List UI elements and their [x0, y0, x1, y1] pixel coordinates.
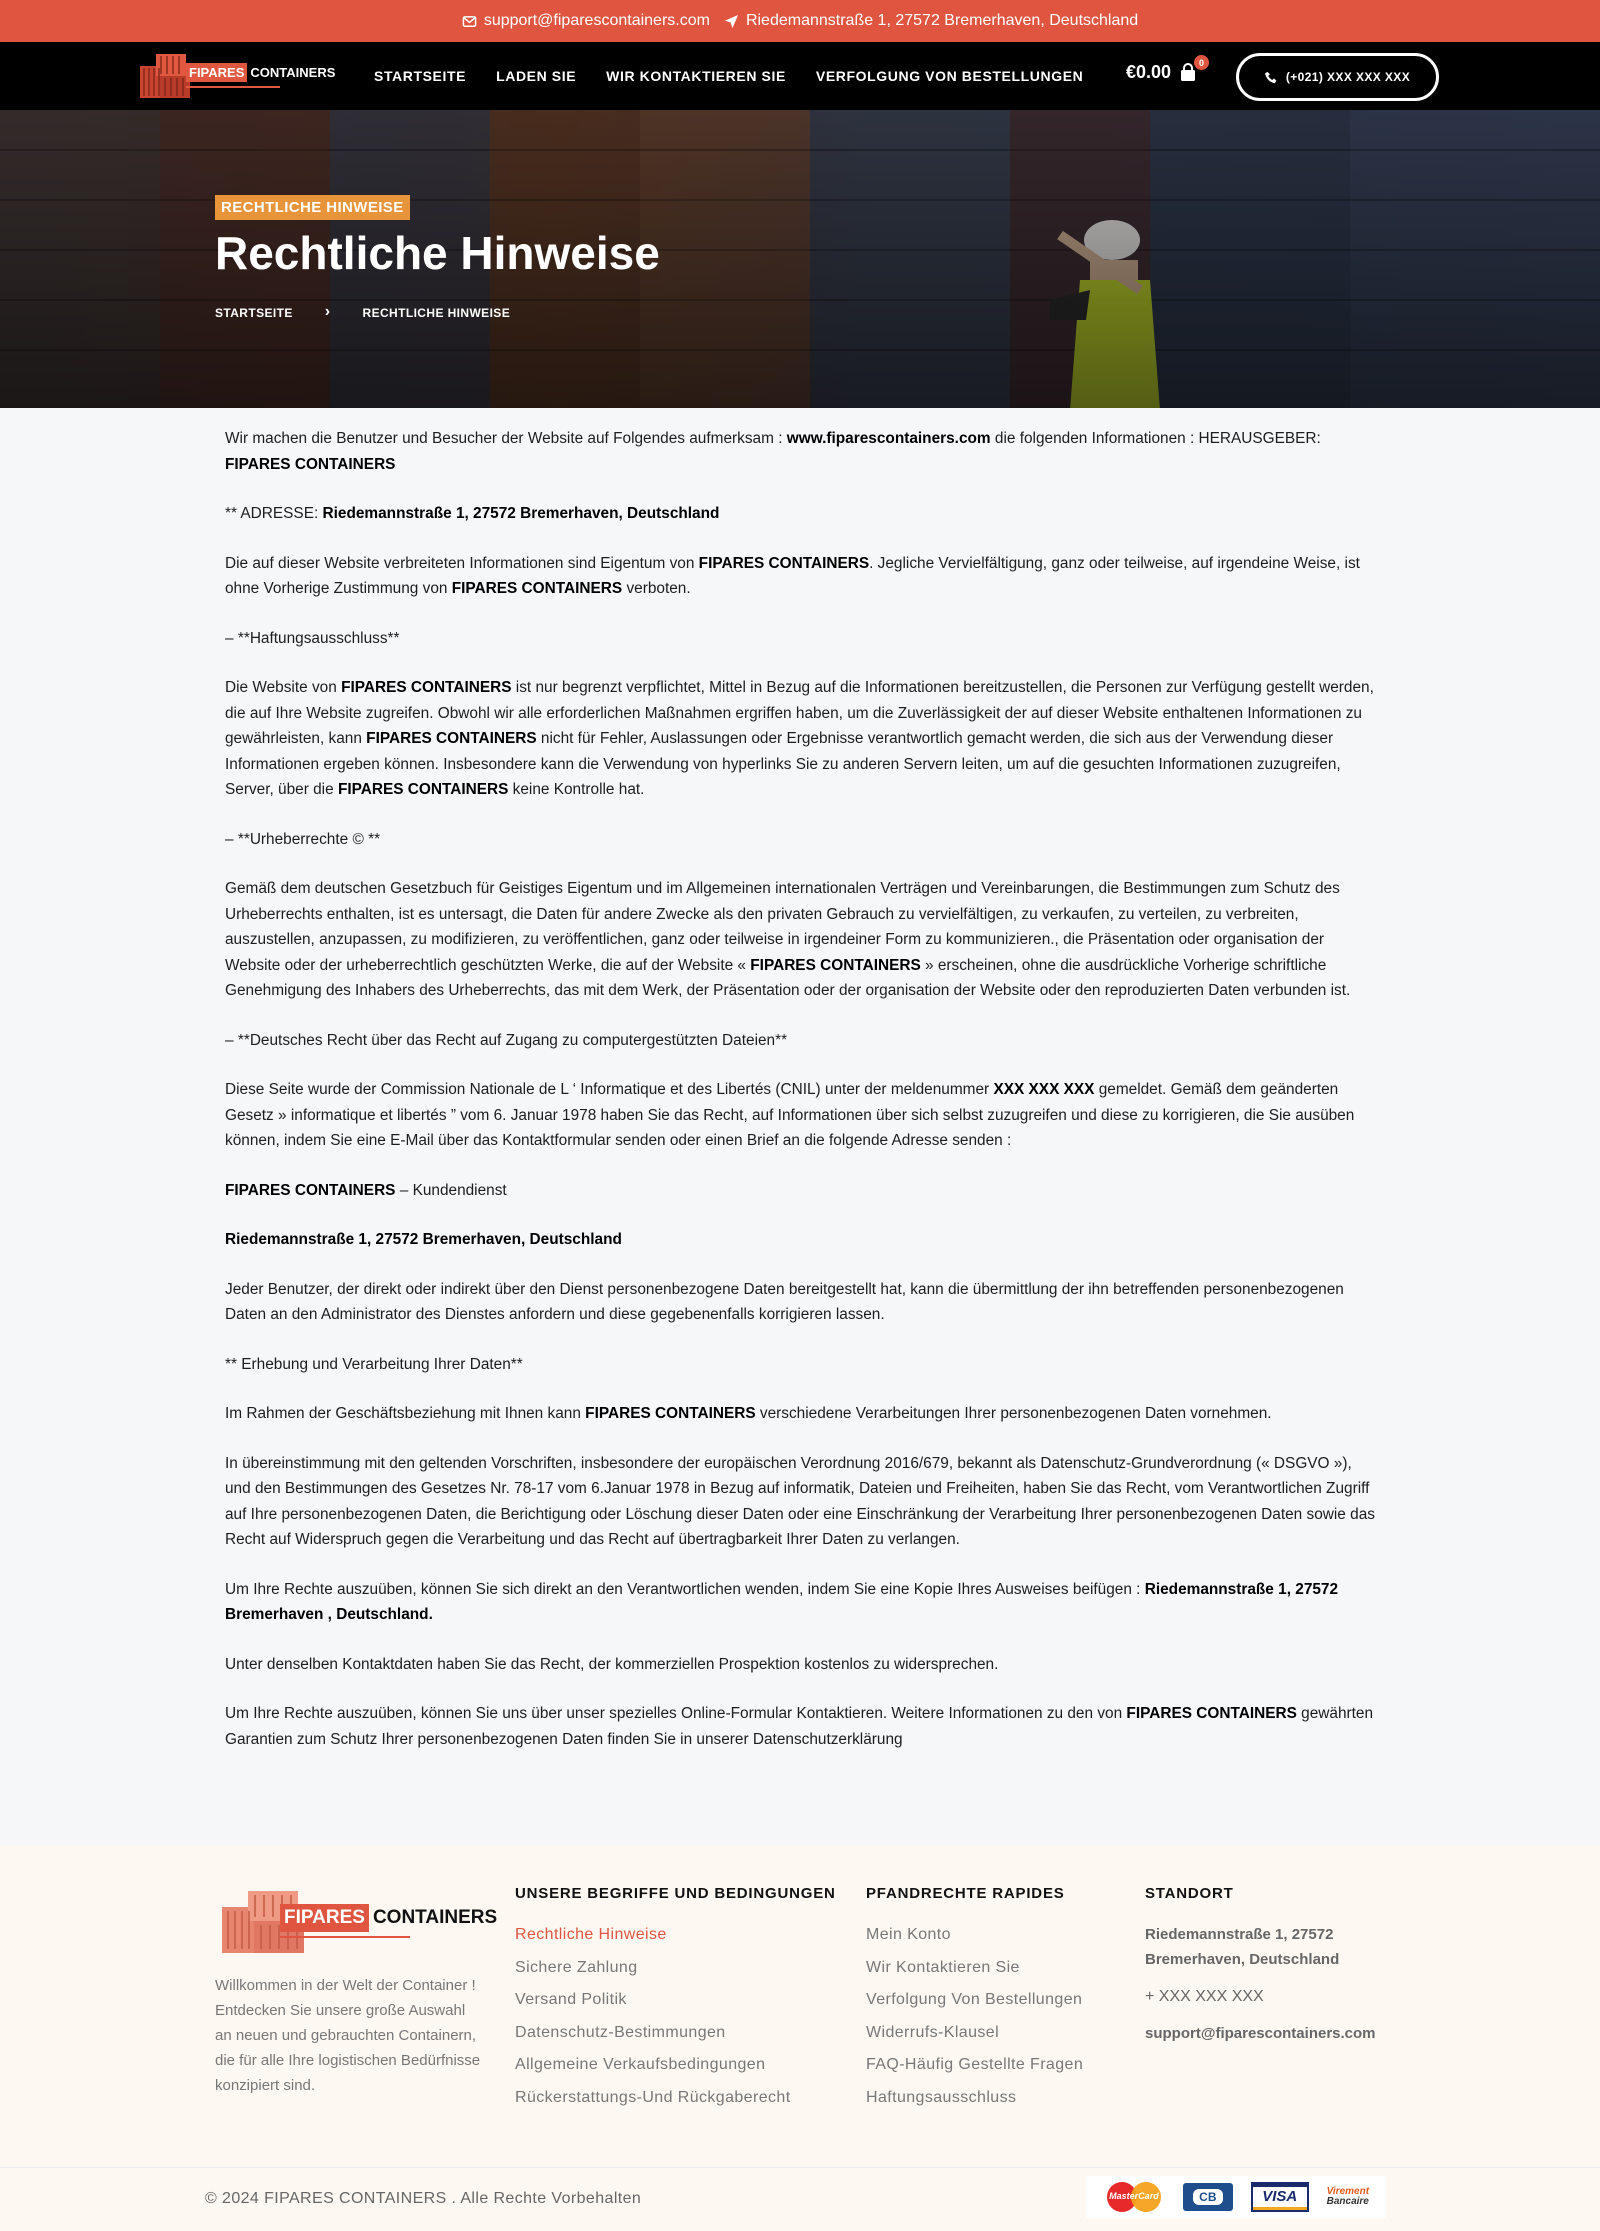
heading-deutsches-recht: – **Deutsches Recht über das Recht auf Zugang zu computergestützten Dateien**	[225, 1031, 788, 1049]
copyright: © 2024 FIPARES CONTAINERS . Alle Rechte Vorbehalten	[205, 2190, 642, 2207]
mastercard-label: MasterCard	[1109, 2191, 1159, 2201]
page-hero	[0, 110, 1600, 408]
hero-badge: RECHTLICHE HINWEISE	[215, 195, 410, 220]
paragraph-online-formular: Um Ihre Rechte auszuüben, können Sie uns über unser spezielles Online-Formular Kontaktieren. Weitere Informationen zu den von FIPARES CONTAINERS gewährten Garantien zum Schutz Ihrer personenbezogenen Daten finden Sie in unserer Datenschutzerklärung	[225, 1705, 1374, 1748]
footer-link-mein-konto[interactable]: Mein Konto	[866, 1926, 951, 1943]
cart-count-badge: 0	[1194, 55, 1209, 70]
footer-link-rueckgabe[interactable]: Rückerstattungs-Und Rückgaberecht	[515, 2088, 791, 2106]
paragraph-ownership: Die auf dieser Website verbreiteten Informationen sind Eigentum von FIPARES CONTAINERS. Jegliche Vervielfältigung, ganz oder teilweise, auf irgendeine Weise, ist ohne Vorherige Zustimmung von FIPARES CONTAINERS verboten.	[225, 554, 1360, 597]
footer-link-sichere-zahlung[interactable]: Sichere Zahlung	[515, 1958, 638, 1976]
footer-col-location-title: STANDORT	[1145, 1885, 1234, 1902]
footer-col-terms-title: UNSERE BEGRIFFE UND BEDINGUNGEN	[515, 1885, 836, 1902]
footer-link-agb[interactable]: Allgemeine Verkaufsbedingungen	[515, 2056, 766, 2073]
phone-number: (+021) XXX XXX XXX	[1285, 70, 1411, 84]
mastercard-icon	[1103, 2182, 1165, 2212]
topbar-email-text: support@fiparescontainers.com	[483, 12, 710, 29]
footer-link-kontakt[interactable]: Wir Kontaktieren Sie	[866, 1958, 1020, 1976]
footer-logo-underline	[280, 1936, 410, 1938]
breadcrumb-current: RECHTLICHE HINWEISE	[362, 306, 511, 320]
footer-logo-fipares: FIPARES	[280, 1904, 369, 1932]
footer-col-quicklinks-title: PFANDRECHTE RAPIDES	[866, 1885, 1065, 1902]
paragraph-urheberrechte: Gemäß dem deutschen Gesetzbuch für Geistiges Eigentum und im Allgemeinen internationalen Verträgen und Vereinbarungen, die Bestimmungen zum Schutz des Urheberrechts enthalten, ist es untersagt, die Daten für andere Zwecke als den privaten Gebrauch zu vervielfältigen, zu verkaufen, zu verteilen, zu verbreiten, auszustellen, anzupassen, zu modifizieren, zu veröffentlichen, ganz oder teilweise in irgendeiner Form zu kommunizieren., die Präsentation oder organisation der Website oder der urheberrechtlich geschützten Werke, die auf der Website « FIPARES CONTAINERS » erscheinen, ohne die ausdrückliche Vorherige schriftliche Genehmigung des Inhabers des Urheberrechts, das mit dem Werk, der Präsentation oder der organisation der Website oder den reproduzierten Daten verbunden ist.	[225, 880, 1351, 999]
footer-logo[interactable]	[220, 1887, 501, 1955]
heading-haftungsausschluss: – **Haftungsausschluss**	[225, 629, 400, 647]
footer-link-rechtliche-hinweise[interactable]: Rechtliche Hinweise	[515, 1926, 667, 1943]
page-title: Rechtliche Hinweise	[215, 227, 660, 279]
legal-content	[0, 408, 1600, 1752]
nav-menu	[374, 42, 1083, 110]
paragraph-address-2: Riedemannstraße 1, 27572 Bremerhaven, Deutschland	[225, 1231, 622, 1248]
cb-label: CB	[1193, 2189, 1222, 2205]
paragraph-benutzer: Jeder Benutzer, der direkt oder indirekt über den Dienst personenbezogene Daten bereitgestellt hat, kann die übermittlung der ihn betreffenden personenbezogenen Daten an den Administrator des Dienstes anfordern und diese gegebenenfalls korrigieren lassen.	[225, 1280, 1344, 1323]
payment-methods	[1086, 2176, 1386, 2218]
nav-item-bestellverfolgung[interactable]: VERFOLGUNG VON BESTELLUNGEN	[815, 68, 1084, 84]
cart-total: €0.00	[1126, 62, 1172, 82]
topbar-address-text: Riedemannstraße 1, 27572 Bremerhaven, Deutschland	[745, 12, 1139, 29]
breadcrumb-home[interactable]: STARTSEITE	[215, 306, 293, 320]
location-arrow-icon	[724, 14, 739, 29]
footer-link-versand[interactable]: Versand Politik	[515, 1991, 627, 2008]
bancaire-label: Bancaire	[1326, 2196, 1369, 2207]
footer-col-location	[1145, 1885, 1385, 2046]
phone-icon	[1265, 71, 1278, 84]
paragraph-address: ** ADRESSE: Riedemannstraße 1, 27572 Bremerhaven, Deutschland	[225, 505, 720, 522]
footer-link-faq[interactable]: FAQ-Häufig Gestellte Fragen	[866, 2056, 1084, 2073]
cb-card-icon	[1183, 2183, 1233, 2211]
footer-phone[interactable]: + XXX XXX XXX	[1145, 1988, 1264, 2005]
footer-bottom-bar	[0, 2167, 1600, 2231]
paragraph-kundendienst: FIPARES CONTAINERS – Kundendienst	[225, 1181, 507, 1199]
paragraph-cnil: Diese Seite wurde der Commission Nationale de L ‘ Informatique et des Libertés (CNIL) unter der meldenummer XXX XXX XXX gemeldet. Gemäß dem geänderten Gesetz » informatique et libertés ” vom 6. Januar 1978 haben Sie das Recht, auf Informationen über sich selbst zuzugreifen und diese zu korrigieren, die Sie ausüben können, indem Sie eine E-Mail über das Kontaktformular senden oder einen Brief an die folgende Adresse senden :	[225, 1081, 1355, 1149]
paragraph-haftung: Die Website von FIPARES CONTAINERS ist nur begrenzt verpflichtet, Mittel in Bezug auf die Informationen bereitzustellen, die Personen zur Verfügung gestellt werden, die auf Ihre Website zugreifen. Obwohl wir alle erforderlichen Maßnahmen ergriffen haben, um die Zuverlässigkeit der auf dieser Website enthaltenen Informationen zu gewährleisten, kann FIPARES CONTAINERS nicht für Fehler, Auslassungen oder Ergebnisse verantwortlich gemacht werden, die sich aus der Verwendung dieser Informationen ergeben können. Insbesondere kann die Verwendung von hyperlinks Sie zu anderen Servern leiten, um auf die gesuchten Informationen zuzugreifen, Server, über die FIPARES CONTAINERS keine Kontrolle hat.	[225, 679, 1374, 798]
footer-description: Willkommen in der Welt der Container ! Entdecken Sie unsere große Auswahl an neuen und gebrauchten Containern, die für alle Ihre logistischen Bedürfnisse konzipiert sind.	[215, 1977, 481, 2094]
breadcrumb	[215, 303, 511, 320]
paragraph-geschaeftsbeziehung: Im Rahmen der Geschäftsbeziehung mit Ihnen kann FIPARES CONTAINERS verschiedene Verarbeitungen Ihrer personenbezogenen Daten vornehmen.	[225, 1405, 1272, 1422]
top-contact-bar	[0, 0, 1600, 42]
footer-link-haftungsausschluss[interactable]: Haftungsausschluss	[866, 2088, 1017, 2106]
paragraph-rechte: Um Ihre Rechte auszuüben, können Sie sich direkt an den Verantwortlichen wenden, indem Sie eine Kopie Ihres Ausweises beifügen : Riedemannstraße 1, 27572 Bremerhaven , Deutschland.	[225, 1580, 1339, 1623]
logo-text-fipares: FIPARES	[186, 63, 247, 82]
envelope-icon	[462, 14, 477, 29]
virement-label: Virement	[1326, 2186, 1370, 2197]
footer-link-verfolgung[interactable]: Verfolgung Von Bestellungen	[866, 1991, 1083, 2008]
paragraph-dsgvo: In übereinstimmung mit den geltenden Vorschriften, insbesondere der europäischen Verordnung 2016/679, bekannt als Datenschutz-Grundverordnung (« DSGVO »), und den Bestimmungen des Gesetzes Nr. 78-17 vom 6.Januar 1978 in Bezug auf informatik, Dateien und Freiheiten, haben Sie das Recht, vom Verantwortlichen Zugriff auf Ihre personenbezogenen Daten, die Berichtigung oder Löschung dieser Daten oder eine Einschränkung der Verarbeitung Ihrer personenbezogenen Daten sowie das Recht auf Widerspruch gegen die Verarbeitung und das Recht auf übertragbarkeit Ihrer Daten zu verlangen.	[225, 1454, 1375, 1548]
cart-button[interactable]	[1126, 57, 1204, 83]
site-logo[interactable]	[138, 50, 338, 100]
footer-col-quicklinks	[866, 1885, 1083, 2119]
footer-link-datenschutz[interactable]: Datenschutz-Bestimmungen	[515, 2023, 726, 2041]
paragraph-intro: Wir machen die Benutzer und Besucher der Website auf Folgendes aufmerksam : www.fiparescontainers.com die folgenden Informationen : HERAUSGEBER: FIPARES CONTAINERS	[225, 430, 1321, 473]
footer-col-terms	[515, 1885, 836, 2119]
nav-item-kontakt[interactable]: WIR KONTAKTIEREN SIE	[606, 68, 786, 84]
footer-address: Riedemannstraße 1, 27572 Bremerhaven, Deutschland	[1145, 1926, 1340, 1968]
nav-item-laden-sie[interactable]: LADEN SIE	[496, 68, 577, 84]
breadcrumb-chevron-icon: ›	[324, 303, 331, 320]
paragraph-prospektion: Unter denselben Kontaktdaten haben Sie das Recht, der kommerziellen Prospektion kostenlos zu widersprechen.	[225, 1655, 999, 1673]
main-navigation	[0, 42, 1600, 110]
logo-underline	[186, 86, 280, 88]
phone-button[interactable]	[1236, 53, 1439, 101]
footer-email[interactable]: support@fiparescontainers.com	[1145, 2025, 1376, 2042]
nav-item-startseite[interactable]: STARTSEITE	[374, 68, 467, 84]
virement-bancaire-icon	[1327, 2187, 1369, 2207]
site-footer	[0, 1845, 1600, 2167]
heading-urheberrechte: – **Urheberrechte © **	[225, 830, 381, 848]
visa-label: VISA	[1262, 2188, 1298, 2205]
logo-text-containers: CONTAINERS	[250, 64, 336, 80]
visa-icon	[1251, 2182, 1309, 2212]
site-url[interactable]: www.fiparescontainers.com	[786, 430, 991, 447]
footer-logo-containers: CONTAINERS	[372, 1907, 498, 1928]
footer-link-widerruf[interactable]: Widerrufs-Klausel	[866, 2023, 1000, 2041]
topbar-email[interactable]	[462, 12, 710, 30]
topbar-address	[724, 12, 1138, 30]
heading-erhebung: ** Erhebung und Verarbeitung Ihrer Daten**	[225, 1355, 523, 1373]
